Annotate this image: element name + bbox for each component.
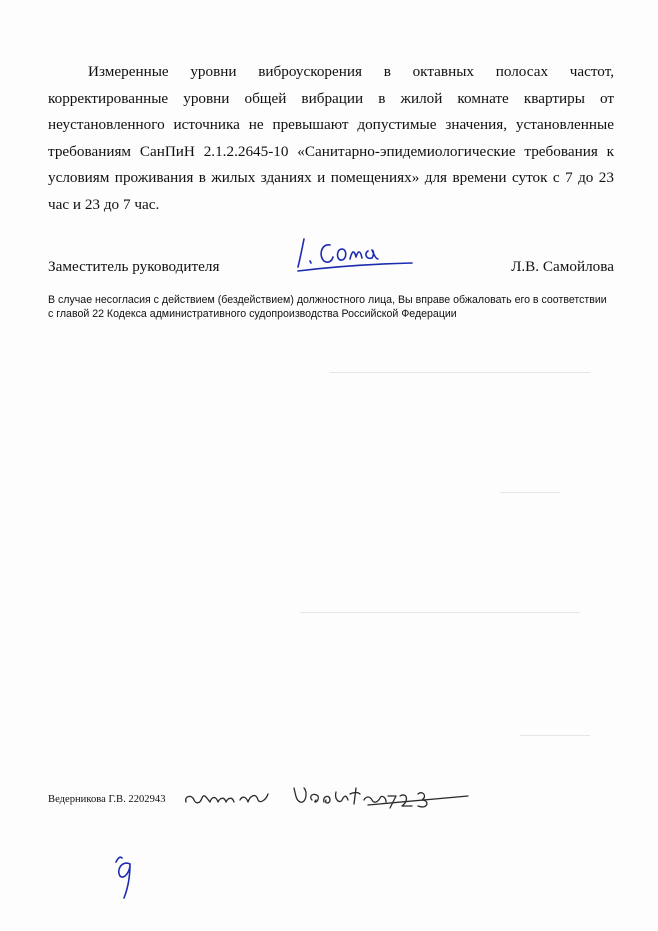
appeal-notice: В случае несогласия с действием (бездействием) должностного лица, Вы вправе обжаловать его в соответствии с главой 22 Кодекса административного судопроизводства Российской Федерации [48,294,607,320]
scan-artifact [520,735,590,736]
scan-artifact [500,492,560,493]
scan-artifact [300,612,580,613]
handwritten-note [182,778,472,814]
signature-block [48,258,614,280]
signer-position: Заместитель руководителя [48,258,220,275]
body-paragraph: Измеренные уровни виброускорения в октавных полосах частот, корректированные уровни общей вибрации в жилой комнате квартиры от неустановленного источника не превышают допустимые значения, установленные требованиям СанПиН 2.1.2.2645-10 «Санитарно-эпидемиологические требования к условиям проживания в жилых зданиях и помещениях» для времени суток с 7 до 23 час и 23 до 7 час. [48,63,614,213]
scan-artifact [330,372,590,373]
signer-name: Л.В. Самойлова [511,258,614,275]
handwritten-initial-mark [108,852,142,902]
executor-info: Ведерникова Г.В. 2202943 [48,794,166,805]
